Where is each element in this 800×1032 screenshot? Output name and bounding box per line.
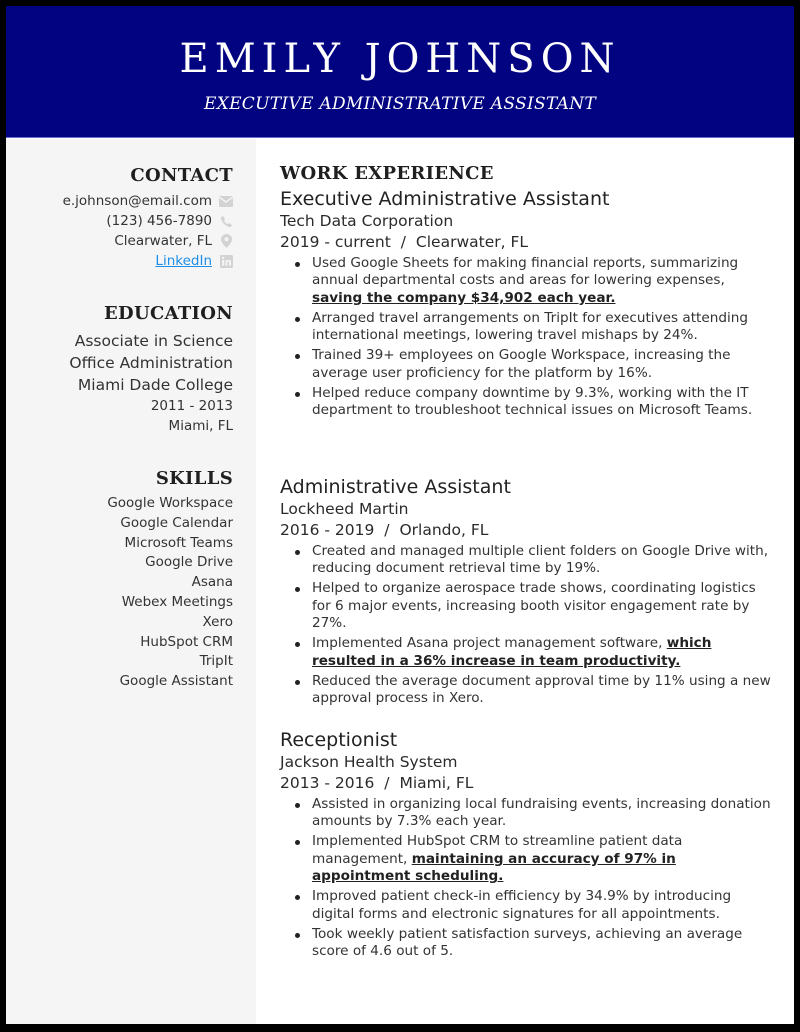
linkedin-link[interactable]: LinkedIn [155, 253, 212, 269]
linkedin-icon[interactable] [219, 254, 233, 268]
job-location: Orlando, FL [399, 521, 489, 539]
job-entry [280, 728, 780, 963]
job-bullet: Took weekly patient satisfaction surveys, achieving an average score of 4.6 out of 5. [312, 926, 780, 961]
job-bullet: Implemented Asana project management software, which resulted in a 36% increase in team productivity. [312, 635, 780, 670]
contact-phone [6, 211, 233, 231]
skill-item: Google Workspace [107, 495, 233, 511]
education-school: Miami Dade College [77, 376, 233, 394]
bullet-highlight: which resulted in a 36% increase in team productivity. [312, 635, 712, 669]
job-location: Miami, FL [399, 774, 474, 792]
job-location: Clearwater, FL [415, 233, 529, 251]
skills-title: SKILLS [155, 468, 233, 489]
job-bullets [280, 543, 780, 707]
job-bullet: Arranged travel arrangements on TripIt for executives attending international meetings, lowering travel mishaps by 24%. [312, 310, 780, 345]
job-bullet: Improved patient check-in efficiency by 34.9% by introducing digital forms and electronic signatures for all appointments. [312, 888, 780, 923]
job-bullet: Created and managed multiple client folders on Google Drive with, reducing document retrieval time by 19%. [312, 543, 780, 578]
job-bullet: Used Google Sheets for making financial reports, summarizing annual departmental costs and areas for lowering expenses, saving the company $34,902 each year. [312, 255, 780, 307]
job-company: Jackson Health System [280, 753, 458, 771]
job-title: Receptionist [280, 729, 398, 751]
job-bullet: Helped to organize aerospace trade shows, coordinating logistics for 6 major events, increasing booth visitor engagement rate by 27%. [312, 580, 780, 632]
email-text: e.johnson@email.com [62, 193, 212, 209]
job-bullets [280, 255, 780, 419]
job-meta [280, 232, 780, 253]
map-pin-icon [219, 234, 233, 248]
job-title: Administrative Assistant [280, 476, 511, 498]
resume-page [6, 6, 794, 1024]
bullet-highlight: saving the company $34,902 each year. [312, 289, 616, 306]
main-content [256, 139, 794, 1024]
job-dates: 2019 - current [280, 233, 391, 251]
education-years: 2011 - 2013 [150, 398, 233, 414]
contact-linkedin [6, 251, 233, 271]
contact-email [6, 191, 233, 211]
education-section [6, 303, 233, 436]
skill-item: Google Calendar [120, 514, 233, 531]
job-company: Tech Data Corporation [280, 212, 454, 230]
sidebar [6, 139, 256, 1024]
contact-section [6, 165, 233, 271]
job-separator: / [400, 233, 406, 251]
skill-item: Asana [191, 574, 233, 591]
envelope-icon [219, 194, 233, 208]
skill-item: Xero [202, 613, 233, 630]
skill-item: HubSpot CRM [140, 633, 233, 650]
phone-icon [219, 214, 233, 228]
skill-item: Microsoft Teams [124, 534, 233, 551]
job-company: Lockheed Martin [280, 500, 409, 518]
job-bullet: Implemented HubSpot CRM to streamline patient data management, maintaining an accuracy of 97% in appointment scheduling. [312, 833, 780, 885]
resume-header [6, 6, 794, 138]
bullet-highlight: maintaining an accuracy of 97% in appointment scheduling. [312, 850, 676, 885]
candidate-name: EMILY JOHNSON [179, 36, 621, 82]
job-dates: 2016 - 2019 [280, 521, 375, 539]
skills-section [6, 468, 233, 692]
job-entry [280, 187, 780, 422]
job-bullet: Reduced the average document approval time by 11% using a new approval process in Xero. [312, 673, 780, 708]
job-separator: / [384, 521, 390, 539]
skill-item: TripIt [199, 653, 233, 670]
skill-item: Google Assistant [119, 673, 233, 690]
job-meta [280, 520, 780, 541]
job-bullet: Trained 39+ employees on Google Workspace, increasing the average user proficiency for the platform by 16%. [312, 347, 780, 382]
contact-location [6, 231, 233, 251]
skill-item: Google Drive [145, 554, 233, 571]
education-location: Miami, FL [168, 418, 233, 434]
job-entry [280, 475, 780, 710]
work-experience-title: WORK EXPERIENCE [280, 163, 494, 184]
job-dates: 2013 - 2016 [280, 774, 375, 792]
education-field: Office Administration [69, 354, 233, 372]
contact-title: CONTACT [130, 165, 233, 186]
education-title: EDUCATION [104, 303, 233, 324]
candidate-role: EXECUTIVE ADMINISTRATIVE ASSISTANT [203, 94, 597, 114]
skill-item: Webex Meetings [121, 593, 233, 610]
job-bullets [280, 796, 780, 960]
job-bullet: Assisted in organizing local fundraising events, increasing donation amounts by 7.3% each year. [312, 796, 780, 831]
job-bullet: Helped reduce company downtime by 9.3%, working with the IT department to troubleshoot technical issues on Microsoft Teams. [312, 385, 780, 420]
location-text: Clearwater, FL [114, 233, 212, 249]
job-title: Executive Administrative Assistant [280, 188, 610, 210]
job-separator: / [384, 774, 390, 792]
phone-text: (123) 456-7890 [106, 213, 212, 229]
job-meta [280, 773, 780, 794]
education-degree: Associate in Science [74, 332, 233, 350]
